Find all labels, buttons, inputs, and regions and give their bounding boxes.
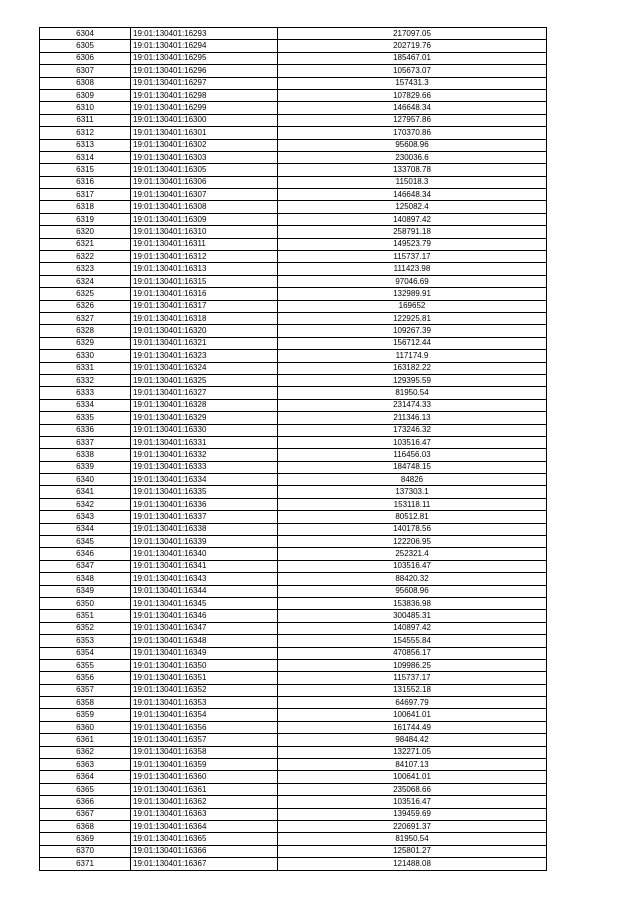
cadastral-value-cell: 202719.76 [278, 40, 547, 52]
row-number-cell: 6332 [40, 374, 131, 386]
cadastral-value-cell: 107829.66 [278, 89, 547, 101]
cadastral-number-cell: 19:01:130401:16353 [131, 697, 278, 709]
cadastral-number-cell: 19:01:130401:16307 [131, 189, 278, 201]
table-row [40, 399, 547, 411]
table-row [40, 374, 547, 386]
table-row [40, 127, 547, 139]
cadastral-value-cell: 125801.27 [278, 845, 547, 857]
cadastral-number-cell: 19:01:130401:16297 [131, 77, 278, 89]
cadastral-number-cell: 19:01:130401:16316 [131, 288, 278, 300]
table-row [40, 424, 547, 436]
cadastral-number-cell: 19:01:130401:16332 [131, 449, 278, 461]
cadastral-value-cell: 173246.32 [278, 424, 547, 436]
cadastral-value-cell: 157431.3 [278, 77, 547, 89]
row-number-cell: 6310 [40, 102, 131, 114]
row-number-cell: 6322 [40, 251, 131, 263]
cadastral-number-cell: 19:01:130401:16320 [131, 325, 278, 337]
cadastral-value-cell: 88420.32 [278, 573, 547, 585]
table-row [40, 511, 547, 523]
cadastral-value-cell: 115018.3 [278, 176, 547, 188]
table-row [40, 498, 547, 510]
cadastral-value-cell: 81950.54 [278, 833, 547, 845]
cadastral-number-cell: 19:01:130401:16346 [131, 610, 278, 622]
table-row [40, 659, 547, 671]
cadastral-value-cell: 115737.17 [278, 672, 547, 684]
row-number-cell: 6313 [40, 139, 131, 151]
row-number-cell: 6328 [40, 325, 131, 337]
table-row [40, 176, 547, 188]
cadastral-number-cell: 19:01:130401:16358 [131, 746, 278, 758]
row-number-cell: 6320 [40, 226, 131, 238]
cadastral-number-cell: 19:01:130401:16349 [131, 647, 278, 659]
cadastral-number-cell: 19:01:130401:16328 [131, 399, 278, 411]
row-number-cell: 6343 [40, 511, 131, 523]
cadastral-value-cell: 154555.84 [278, 635, 547, 647]
table-row [40, 412, 547, 424]
cadastral-number-cell: 19:01:130401:16362 [131, 796, 278, 808]
row-number-cell: 6314 [40, 151, 131, 163]
cadastral-number-cell: 19:01:130401:16305 [131, 164, 278, 176]
table-row [40, 709, 547, 721]
row-number-cell: 6305 [40, 40, 131, 52]
table-row [40, 610, 547, 622]
table-row [40, 548, 547, 560]
cadastral-value-cell: 235068.66 [278, 783, 547, 795]
cadastral-number-cell: 19:01:130401:16347 [131, 622, 278, 634]
cadastral-value-cell: 300485.31 [278, 610, 547, 622]
cadastral-value-cell: 132989.91 [278, 288, 547, 300]
row-number-cell: 6352 [40, 622, 131, 634]
cadastral-number-cell: 19:01:130401:16338 [131, 523, 278, 535]
cadastral-value-cell: 231474.33 [278, 399, 547, 411]
table-row [40, 189, 547, 201]
cadastral-number-cell: 19:01:130401:16360 [131, 771, 278, 783]
cadastral-value-cell: 220691.37 [278, 821, 547, 833]
cadastral-number-cell: 19:01:130401:16334 [131, 474, 278, 486]
row-number-cell: 6370 [40, 845, 131, 857]
cadastral-number-cell: 19:01:130401:16354 [131, 709, 278, 721]
cadastral-value-table [39, 27, 547, 871]
table-row [40, 684, 547, 696]
table-row [40, 89, 547, 101]
cadastral-number-cell: 19:01:130401:16339 [131, 536, 278, 548]
cadastral-value-cell: 103516.47 [278, 560, 547, 572]
row-number-cell: 6357 [40, 684, 131, 696]
cadastral-value-cell: 153836.98 [278, 597, 547, 609]
cadastral-value-cell: 103516.47 [278, 796, 547, 808]
cadastral-value-cell: 81950.54 [278, 387, 547, 399]
row-number-cell: 6306 [40, 52, 131, 64]
table-row [40, 821, 547, 833]
cadastral-number-cell: 19:01:130401:16308 [131, 201, 278, 213]
row-number-cell: 6319 [40, 213, 131, 225]
row-number-cell: 6347 [40, 560, 131, 572]
row-number-cell: 6307 [40, 65, 131, 77]
table-row [40, 263, 547, 275]
table-row [40, 288, 547, 300]
cadastral-value-cell: 169652 [278, 300, 547, 312]
table-row [40, 337, 547, 349]
cadastral-number-cell: 19:01:130401:16337 [131, 511, 278, 523]
cadastral-value-cell: 170370.86 [278, 127, 547, 139]
cadastral-value-cell: 103516.47 [278, 436, 547, 448]
cadastral-number-cell: 19:01:130401:16295 [131, 52, 278, 64]
row-number-cell: 6349 [40, 585, 131, 597]
cadastral-value-cell: 125082.4 [278, 201, 547, 213]
cadastral-value-cell: 95608.96 [278, 139, 547, 151]
row-number-cell: 6350 [40, 597, 131, 609]
cadastral-number-cell: 19:01:130401:16331 [131, 436, 278, 448]
cadastral-number-cell: 19:01:130401:16340 [131, 548, 278, 560]
cadastral-value-cell: 97046.69 [278, 275, 547, 287]
row-number-cell: 6358 [40, 697, 131, 709]
row-number-cell: 6335 [40, 412, 131, 424]
table-row [40, 734, 547, 746]
row-number-cell: 6312 [40, 127, 131, 139]
cadastral-value-cell: 140897.42 [278, 213, 547, 225]
cadastral-number-cell: 19:01:130401:16318 [131, 312, 278, 324]
cadastral-number-cell: 19:01:130401:16310 [131, 226, 278, 238]
cadastral-value-cell: 111423.98 [278, 263, 547, 275]
table-row [40, 213, 547, 225]
table-row [40, 251, 547, 263]
row-number-cell: 6371 [40, 858, 131, 870]
table-body [40, 28, 547, 871]
table-row [40, 300, 547, 312]
cadastral-number-cell: 19:01:130401:16296 [131, 65, 278, 77]
cadastral-value-cell: 115737.17 [278, 251, 547, 263]
cadastral-value-cell: 84107.13 [278, 759, 547, 771]
cadastral-number-cell: 19:01:130401:16356 [131, 721, 278, 733]
row-number-cell: 6331 [40, 362, 131, 374]
cadastral-value-cell: 98484.42 [278, 734, 547, 746]
row-number-cell: 6344 [40, 523, 131, 535]
cadastral-number-cell: 19:01:130401:16303 [131, 151, 278, 163]
cadastral-number-cell: 19:01:130401:16364 [131, 821, 278, 833]
row-number-cell: 6323 [40, 263, 131, 275]
cadastral-number-cell: 19:01:130401:16366 [131, 845, 278, 857]
cadastral-number-cell: 19:01:130401:16321 [131, 337, 278, 349]
cadastral-value-cell: 132271.05 [278, 746, 547, 758]
cadastral-value-cell: 122925.81 [278, 312, 547, 324]
row-number-cell: 6337 [40, 436, 131, 448]
cadastral-number-cell: 19:01:130401:16361 [131, 783, 278, 795]
table-row [40, 362, 547, 374]
row-number-cell: 6369 [40, 833, 131, 845]
cadastral-value-cell: 230036.6 [278, 151, 547, 163]
cadastral-value-cell: 217097.05 [278, 28, 547, 40]
row-number-cell: 6308 [40, 77, 131, 89]
cadastral-value-cell: 121488.08 [278, 858, 547, 870]
table-row [40, 238, 547, 250]
table-row [40, 597, 547, 609]
row-number-cell: 6333 [40, 387, 131, 399]
cadastral-number-cell: 19:01:130401:16352 [131, 684, 278, 696]
row-number-cell: 6353 [40, 635, 131, 647]
cadastral-number-cell: 19:01:130401:16336 [131, 498, 278, 510]
table-row [40, 771, 547, 783]
cadastral-number-cell: 19:01:130401:16294 [131, 40, 278, 52]
table-row [40, 672, 547, 684]
row-number-cell: 6317 [40, 189, 131, 201]
row-number-cell: 6365 [40, 783, 131, 795]
cadastral-number-cell: 19:01:130401:16293 [131, 28, 278, 40]
table-row [40, 746, 547, 758]
row-number-cell: 6360 [40, 721, 131, 733]
table-row [40, 474, 547, 486]
cadastral-number-cell: 19:01:130401:16325 [131, 374, 278, 386]
cadastral-value-cell: 140178.56 [278, 523, 547, 535]
cadastral-number-cell: 19:01:130401:16359 [131, 759, 278, 771]
table-row [40, 449, 547, 461]
cadastral-number-cell: 19:01:130401:16351 [131, 672, 278, 684]
table-row [40, 151, 547, 163]
table-row [40, 808, 547, 820]
cadastral-number-cell: 19:01:130401:16301 [131, 127, 278, 139]
cadastral-number-cell: 19:01:130401:16327 [131, 387, 278, 399]
table-row [40, 164, 547, 176]
cadastral-value-cell: 153118.11 [278, 498, 547, 510]
row-number-cell: 6364 [40, 771, 131, 783]
cadastral-value-cell: 105673.07 [278, 65, 547, 77]
table-row [40, 573, 547, 585]
cadastral-number-cell: 19:01:130401:16306 [131, 176, 278, 188]
cadastral-number-cell: 19:01:130401:16365 [131, 833, 278, 845]
cadastral-value-cell: 84826 [278, 474, 547, 486]
cadastral-value-cell: 140897.42 [278, 622, 547, 634]
table-row [40, 28, 547, 40]
table-row [40, 536, 547, 548]
row-number-cell: 6311 [40, 114, 131, 126]
row-number-cell: 6355 [40, 659, 131, 671]
row-number-cell: 6354 [40, 647, 131, 659]
cadastral-value-cell: 156712.44 [278, 337, 547, 349]
table-row [40, 585, 547, 597]
row-number-cell: 6330 [40, 350, 131, 362]
row-number-cell: 6367 [40, 808, 131, 820]
cadastral-value-cell: 109267.39 [278, 325, 547, 337]
cadastral-number-cell: 19:01:130401:16298 [131, 89, 278, 101]
cadastral-number-cell: 19:01:130401:16335 [131, 486, 278, 498]
row-number-cell: 6368 [40, 821, 131, 833]
cadastral-number-cell: 19:01:130401:16350 [131, 659, 278, 671]
cadastral-value-cell: 100641.01 [278, 709, 547, 721]
cadastral-value-cell: 146648.34 [278, 102, 547, 114]
cadastral-value-cell: 64697.79 [278, 697, 547, 709]
cadastral-number-cell: 19:01:130401:16324 [131, 362, 278, 374]
cadastral-value-cell: 100641.01 [278, 771, 547, 783]
cadastral-value-cell: 131552.18 [278, 684, 547, 696]
cadastral-value-cell: 127957.86 [278, 114, 547, 126]
cadastral-value-cell: 137303.1 [278, 486, 547, 498]
table-row [40, 325, 547, 337]
cadastral-number-cell: 19:01:130401:16329 [131, 412, 278, 424]
cadastral-number-cell: 19:01:130401:16309 [131, 213, 278, 225]
cadastral-number-cell: 19:01:130401:16344 [131, 585, 278, 597]
row-number-cell: 6346 [40, 548, 131, 560]
cadastral-number-cell: 19:01:130401:16315 [131, 275, 278, 287]
cadastral-value-cell: 149523.79 [278, 238, 547, 250]
cadastral-value-cell: 116456.03 [278, 449, 547, 461]
cadastral-number-cell: 19:01:130401:16345 [131, 597, 278, 609]
row-number-cell: 6304 [40, 28, 131, 40]
table-row [40, 139, 547, 151]
row-number-cell: 6316 [40, 176, 131, 188]
cadastral-value-cell: 146648.34 [278, 189, 547, 201]
row-number-cell: 6340 [40, 474, 131, 486]
cadastral-number-cell: 19:01:130401:16323 [131, 350, 278, 362]
cadastral-value-cell: 139459.69 [278, 808, 547, 820]
cadastral-value-cell: 95608.96 [278, 585, 547, 597]
table-row [40, 486, 547, 498]
row-number-cell: 6366 [40, 796, 131, 808]
row-number-cell: 6341 [40, 486, 131, 498]
row-number-cell: 6326 [40, 300, 131, 312]
cadastral-value-cell: 252321.4 [278, 548, 547, 560]
table-row [40, 647, 547, 659]
cadastral-number-cell: 19:01:130401:16317 [131, 300, 278, 312]
cadastral-value-cell: 161744.49 [278, 721, 547, 733]
table-row [40, 65, 547, 77]
table-row [40, 226, 547, 238]
row-number-cell: 6324 [40, 275, 131, 287]
row-number-cell: 6329 [40, 337, 131, 349]
row-number-cell: 6318 [40, 201, 131, 213]
row-number-cell: 6327 [40, 312, 131, 324]
cadastral-value-cell: 184748.15 [278, 461, 547, 473]
row-number-cell: 6338 [40, 449, 131, 461]
table-row [40, 622, 547, 634]
row-number-cell: 6334 [40, 399, 131, 411]
row-number-cell: 6325 [40, 288, 131, 300]
table-row [40, 387, 547, 399]
row-number-cell: 6362 [40, 746, 131, 758]
row-number-cell: 6359 [40, 709, 131, 721]
table-row [40, 461, 547, 473]
table-row [40, 560, 547, 572]
table-row [40, 523, 547, 535]
cadastral-value-cell: 109986.25 [278, 659, 547, 671]
row-number-cell: 6348 [40, 573, 131, 585]
row-number-cell: 6336 [40, 424, 131, 436]
cadastral-number-cell: 19:01:130401:16363 [131, 808, 278, 820]
cadastral-number-cell: 19:01:130401:16302 [131, 139, 278, 151]
table-row [40, 635, 547, 647]
row-number-cell: 6361 [40, 734, 131, 746]
cadastral-value-cell: 185467.01 [278, 52, 547, 64]
cadastral-value-cell: 133708.78 [278, 164, 547, 176]
cadastral-number-cell: 19:01:130401:16367 [131, 858, 278, 870]
table-row [40, 436, 547, 448]
cadastral-value-cell: 258791.18 [278, 226, 547, 238]
table-row [40, 833, 547, 845]
row-number-cell: 6309 [40, 89, 131, 101]
cadastral-value-cell: 80512.81 [278, 511, 547, 523]
table-row [40, 201, 547, 213]
cadastral-number-cell: 19:01:130401:16348 [131, 635, 278, 647]
cadastral-number-cell: 19:01:130401:16330 [131, 424, 278, 436]
table-row [40, 350, 547, 362]
table-row [40, 845, 547, 857]
cadastral-number-cell: 19:01:130401:16357 [131, 734, 278, 746]
table-row [40, 858, 547, 870]
table-row [40, 759, 547, 771]
table-row [40, 102, 547, 114]
row-number-cell: 6356 [40, 672, 131, 684]
table-row [40, 52, 547, 64]
table-row [40, 275, 547, 287]
table-row [40, 40, 547, 52]
cadastral-value-cell: 211346.13 [278, 412, 547, 424]
cadastral-number-cell: 19:01:130401:16313 [131, 263, 278, 275]
table-row [40, 697, 547, 709]
cadastral-value-cell: 163182.22 [278, 362, 547, 374]
cadastral-value-cell: 129395.59 [278, 374, 547, 386]
table-row [40, 783, 547, 795]
cadastral-number-cell: 19:01:130401:16312 [131, 251, 278, 263]
table-row [40, 721, 547, 733]
cadastral-number-cell: 19:01:130401:16333 [131, 461, 278, 473]
table-row [40, 796, 547, 808]
row-number-cell: 6363 [40, 759, 131, 771]
row-number-cell: 6339 [40, 461, 131, 473]
cadastral-number-cell: 19:01:130401:16300 [131, 114, 278, 126]
cadastral-number-cell: 19:01:130401:16311 [131, 238, 278, 250]
cadastral-value-cell: 117174.9 [278, 350, 547, 362]
row-number-cell: 6315 [40, 164, 131, 176]
cadastral-number-cell: 19:01:130401:16343 [131, 573, 278, 585]
table-row [40, 77, 547, 89]
row-number-cell: 6321 [40, 238, 131, 250]
cadastral-value-cell: 470856.17 [278, 647, 547, 659]
row-number-cell: 6342 [40, 498, 131, 510]
cadastral-number-cell: 19:01:130401:16299 [131, 102, 278, 114]
row-number-cell: 6345 [40, 536, 131, 548]
row-number-cell: 6351 [40, 610, 131, 622]
cadastral-value-cell: 122206.95 [278, 536, 547, 548]
cadastral-number-cell: 19:01:130401:16341 [131, 560, 278, 572]
table-row [40, 114, 547, 126]
table-row [40, 312, 547, 324]
